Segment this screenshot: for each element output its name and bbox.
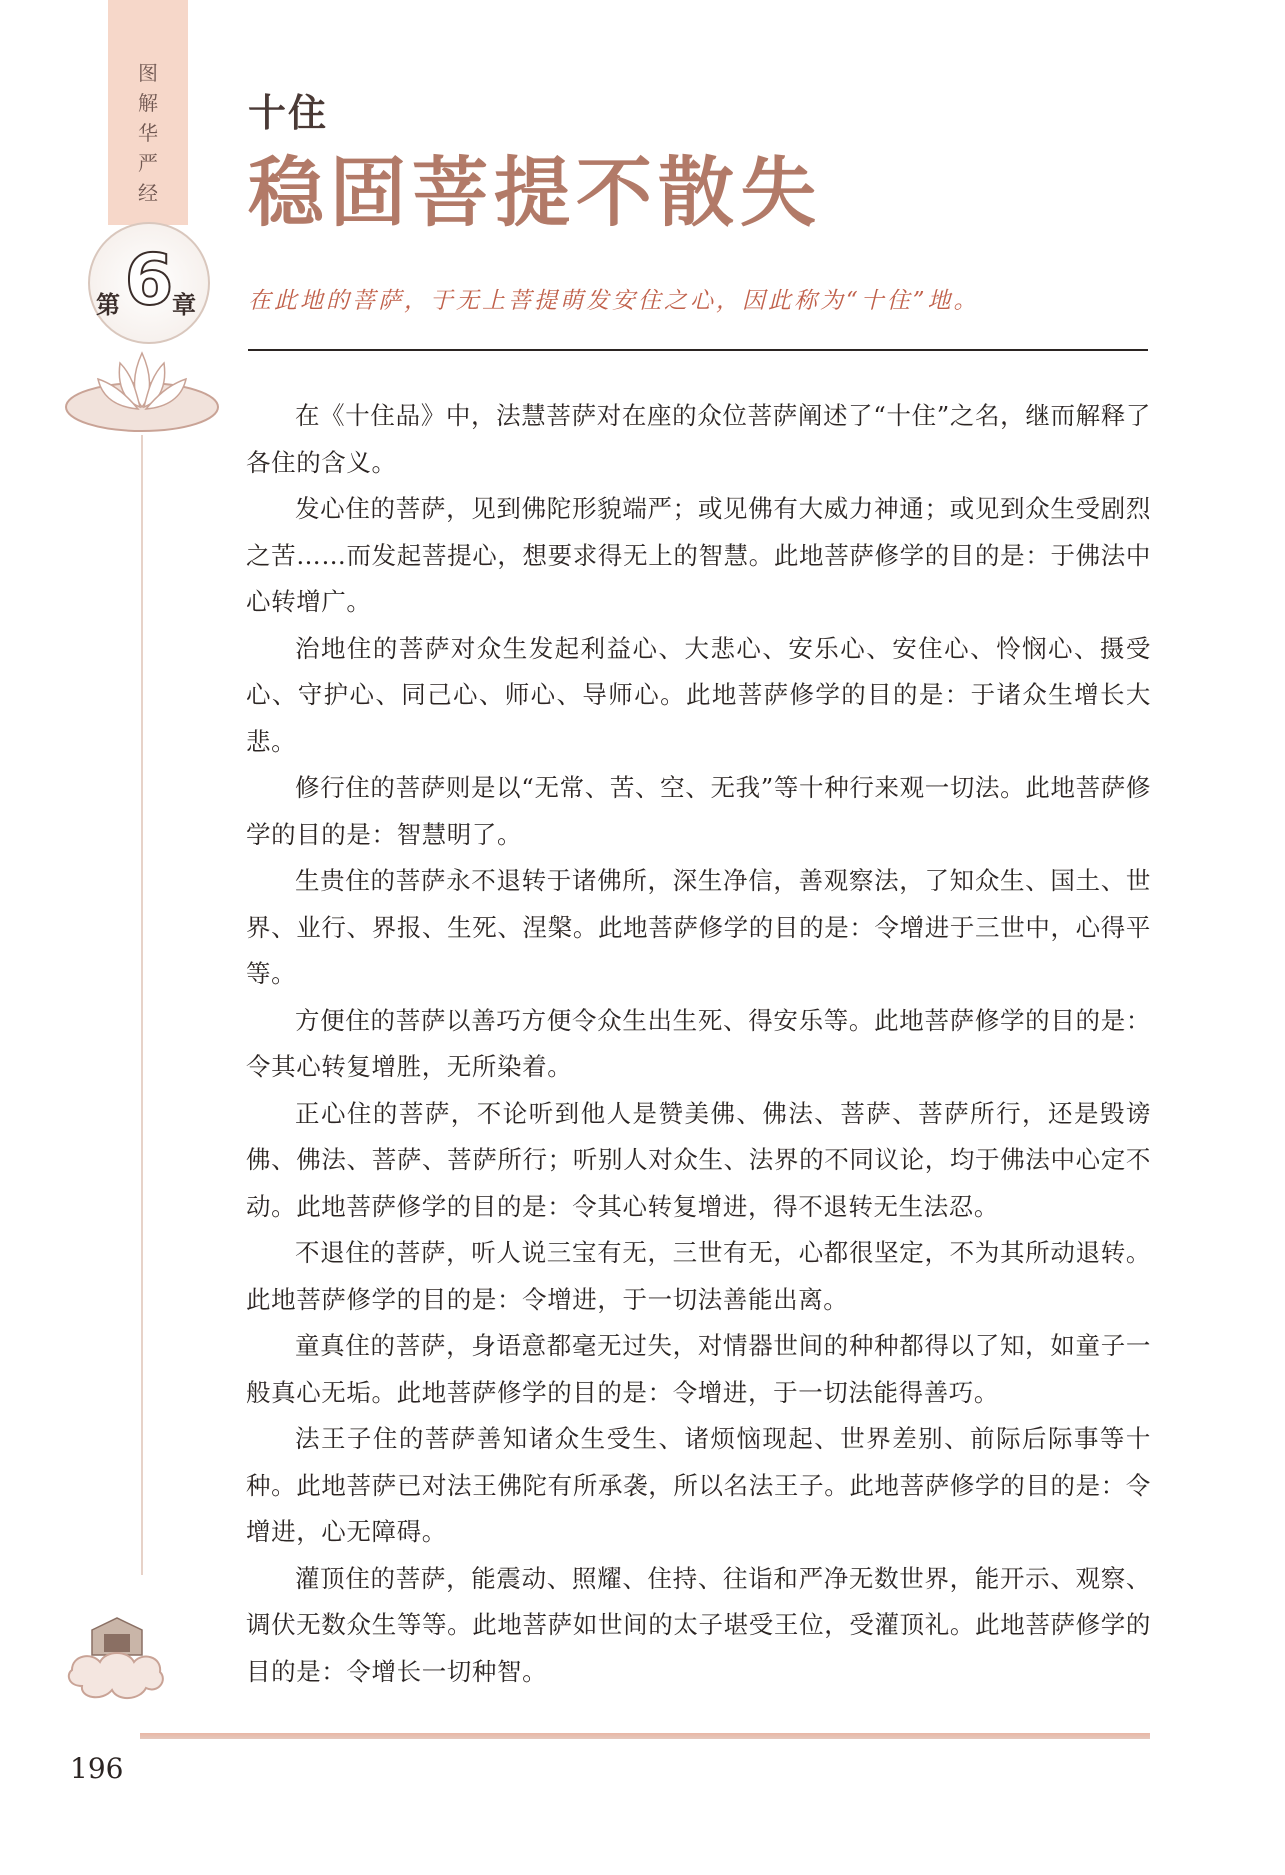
paragraph: 在《十住品》中，法慧菩萨对在座的众位菩萨阐述了“十住”之名，继而解释了各住的含义。 <box>246 401 1151 477</box>
sidebar-line <box>141 435 143 1575</box>
paragraph: 方便住的菩萨以善巧方便令众生出生死、得安乐等。此地菩萨修学的目的是：令其心转复增胜，无所染着。 <box>246 1005 1151 1081</box>
page-number: 196 <box>70 1752 124 1785</box>
body-text <box>246 393 1151 1695</box>
lotus-icon <box>62 345 222 435</box>
paragraph: 治地住的菩萨对众生发起利益心、大悲心、安乐心、安住心、怜悯心、摄受心、守护心、同己心、师心、导师心。此地菩萨修学的目的是：于诸众生增长大悲。 <box>246 633 1151 756</box>
paragraph: 修行住的菩萨则是以“无常、苦、空、无我”等十种行来观一切法。此地菩萨修学的目的是：智慧明了。 <box>246 773 1151 849</box>
paragraph: 生贵住的菩萨永不退转于诸佛所，深生净信，善观察法，了知众生、国土、世界、业行、界报、生死、涅槃。此地菩萨修学的目的是：令增进于三世中，心得平等。 <box>246 866 1151 988</box>
section-kicker: 十住 <box>248 90 329 135</box>
paragraph: 童真住的菩萨，身语意都毫无过失，对情器世间的种种都得以了知，如童子一般真心无垢。此地菩萨修学的目的是：令增进，于一切法能得善巧。 <box>246 1331 1151 1407</box>
paragraph: 发心住的菩萨，见到佛陀形貌端严；或见佛有大威力神通；或见到众生受剧烈之苦……而发起菩提心，想要求得无上的智慧。此地菩萨修学的目的是：于佛法中心转增广。 <box>246 494 1151 616</box>
title-divider <box>248 349 1148 351</box>
chapter-number: 6 <box>124 239 174 321</box>
footer-divider <box>140 1733 1150 1739</box>
cloud-ornament-icon <box>62 1610 172 1710</box>
page-subtitle: 在此地的菩萨，于无上菩提萌发安住之心，因此称为“十住”地。 <box>248 288 980 314</box>
chapter-prefix: 第 <box>96 291 120 319</box>
paragraph: 正心住的菩萨，不论听到他人是赞美佛、佛法、菩萨、菩萨所行，还是毁谤佛、佛法、菩萨、菩萨所行；听别人对众生、法界的不同议论，均于佛法中心定不动。此地菩萨修学的目的是：令其心转复增进，得不退转无生法忍。 <box>246 1098 1151 1221</box>
page-title: 稳固菩提不散失 <box>248 148 822 237</box>
book-title: 图解华严经 <box>138 61 158 205</box>
chapter-suffix: 章 <box>172 291 196 319</box>
paragraph: 灌顶住的菩萨，能震动、照耀、住持、往诣和严净无数世界，能开示、观察、调伏无数众生等等。此地菩萨如世间的太子堪受王位，受灌顶礼。此地菩萨修学的目的是：令增长一切种智。 <box>246 1563 1151 1686</box>
paragraph: 不退住的菩萨，听人说三宝有无，三世有无，心都很坚定，不为其所动退转。此地菩萨修学的目的是：令增进，于一切法善能出离。 <box>246 1238 1151 1314</box>
paragraph: 法王子住的菩萨善知诸众生受生、诸烦恼现起、世界差别、前际后际事等十种。此地菩萨已对法王佛陀有所承袭，所以名法王子。此地菩萨修学的目的是：令增进，心无障碍。 <box>246 1424 1151 1546</box>
